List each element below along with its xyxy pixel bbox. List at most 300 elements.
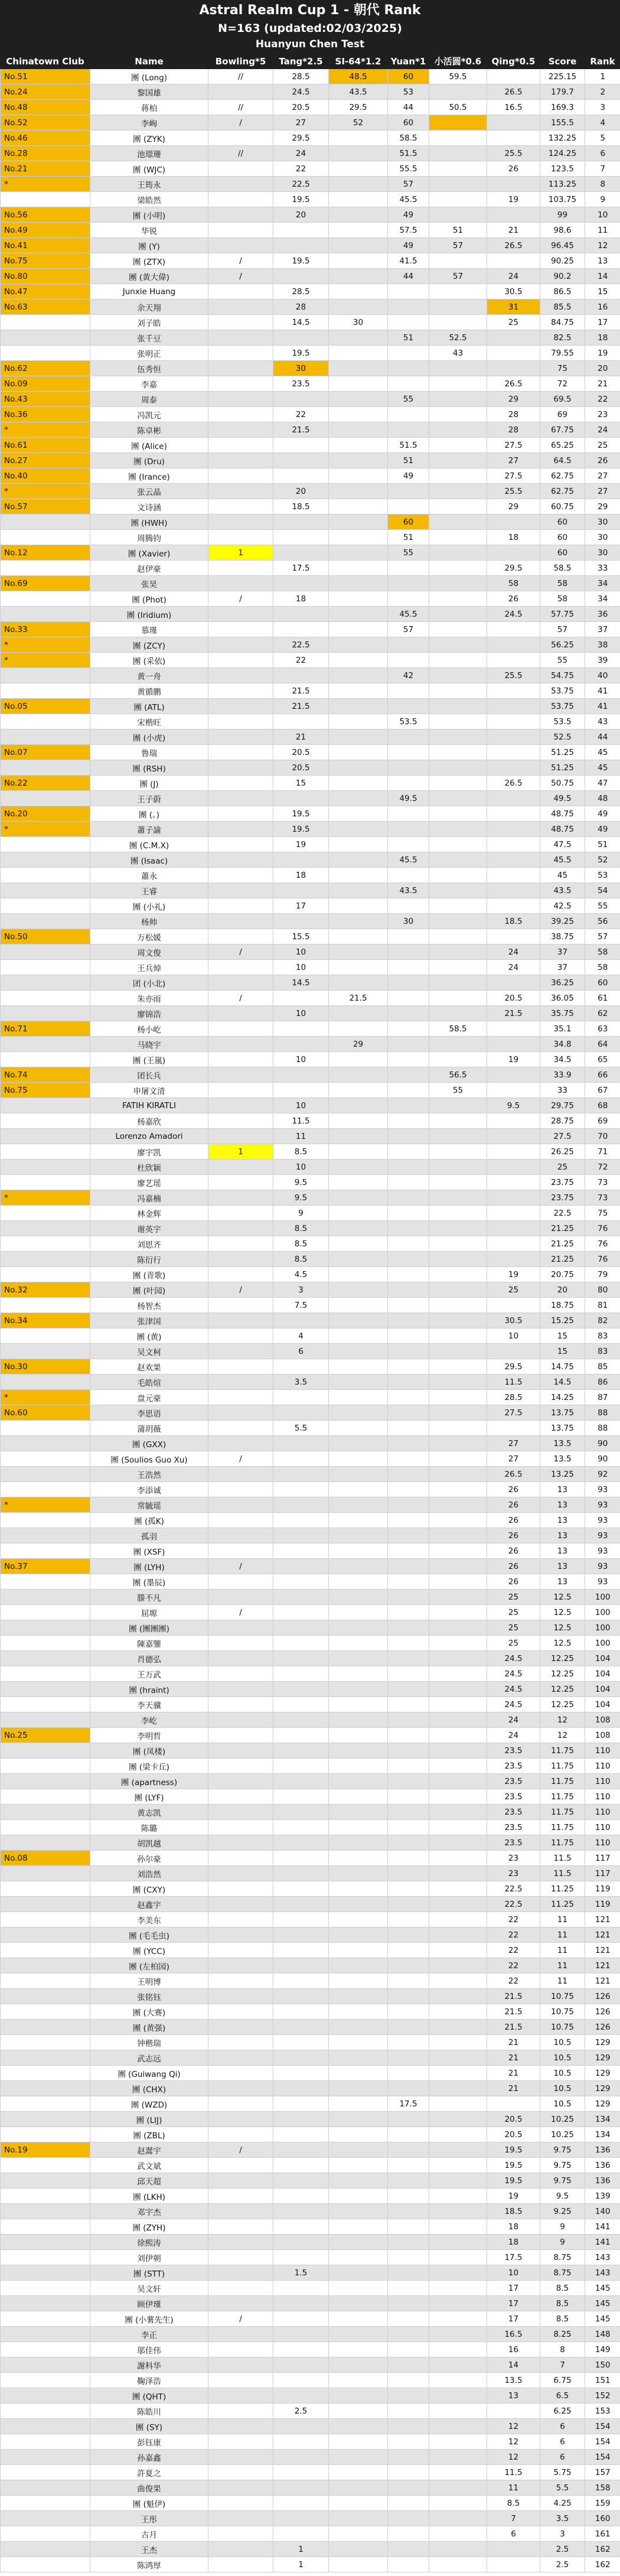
table-row	[1, 561, 620, 576]
xiaohuoyuan-cell	[429, 806, 487, 822]
rank-cell: 75	[585, 1206, 620, 1221]
bowling-cell	[208, 207, 273, 223]
bowling-cell	[208, 561, 273, 576]
tang-cell	[273, 2050, 329, 2066]
si64-cell	[329, 468, 388, 484]
rank-cell: 126	[585, 1989, 620, 2004]
score-cell: 84.75	[540, 315, 585, 330]
yuan-cell: 17.5	[388, 2096, 429, 2112]
xiaohuoyuan-cell	[429, 2204, 487, 2219]
rank-cell: 145	[585, 2281, 620, 2296]
yuan-cell	[388, 1129, 429, 1144]
score-cell: 11.75	[540, 1805, 585, 1820]
rank-cell: 22	[585, 392, 620, 407]
si64-cell	[329, 2388, 388, 2404]
si64-cell: 52	[329, 115, 388, 131]
yuan-cell	[388, 2496, 429, 2511]
qing-cell: 25	[487, 1282, 540, 1298]
xiaohuoyuan-cell	[429, 2404, 487, 2419]
yuan-cell: 43.5	[388, 883, 429, 898]
tang-cell	[273, 2311, 329, 2327]
score-cell: 12	[540, 1712, 585, 1728]
rank-cell: 1	[585, 69, 620, 84]
club-cell	[1, 2465, 90, 2480]
score-cell: 21.25	[540, 1236, 585, 1252]
rank-cell: 73	[585, 1175, 620, 1190]
qing-cell: 21	[487, 2035, 540, 2050]
header-row	[1, 54, 620, 69]
yuan-cell	[388, 2419, 429, 2434]
bowling-cell: /	[208, 269, 273, 284]
table-row	[1, 1590, 620, 1605]
xiaohuoyuan-cell	[429, 2434, 487, 2450]
xiaohuoyuan-cell	[429, 177, 487, 192]
yuan-cell	[388, 1758, 429, 1774]
rank-cell: 145	[585, 2296, 620, 2311]
club-cell	[1, 1697, 90, 1712]
si64-cell	[329, 2081, 388, 2096]
tang-cell: 8.5	[273, 1252, 329, 1267]
si64-cell	[329, 1605, 388, 1620]
si64-cell	[329, 2373, 388, 2388]
score-cell: 14.75	[540, 1359, 585, 1375]
yuan-cell	[388, 2296, 429, 2311]
club-cell: No.69	[1, 576, 90, 591]
rank-cell: 110	[585, 1774, 620, 1789]
name-cell: 團 (LYF)	[90, 1789, 208, 1805]
club-cell	[1, 1958, 90, 1973]
tang-cell	[273, 1451, 329, 1467]
score-cell: 8.75	[540, 2250, 585, 2265]
si64-cell	[329, 1897, 388, 1912]
score-cell: 37	[540, 960, 585, 975]
score-cell: 10.5	[540, 2035, 585, 2050]
bowling-cell	[208, 1052, 273, 1067]
xiaohuoyuan-cell	[429, 2173, 487, 2189]
yuan-cell: 55.5	[388, 161, 429, 177]
score-cell: 9	[540, 2219, 585, 2235]
yuan-cell	[388, 1052, 429, 1067]
yuan-cell	[388, 1482, 429, 1497]
club-cell	[1, 2327, 90, 2342]
yuan-cell	[388, 898, 429, 914]
bowling-cell	[208, 422, 273, 438]
xiaohuoyuan-cell	[429, 607, 487, 622]
club-cell: No.50	[1, 929, 90, 945]
score-cell: 11.25	[540, 1897, 585, 1912]
rank-cell: 83	[585, 1344, 620, 1359]
xiaohuoyuan-cell	[429, 2450, 487, 2465]
table-row	[1, 1359, 620, 1375]
rank-cell: 129	[585, 2035, 620, 2050]
rank-cell: 76	[585, 1236, 620, 1252]
rank-cell: 136	[585, 2158, 620, 2173]
table-row	[1, 1436, 620, 1451]
qing-cell: 24.5	[487, 1697, 540, 1712]
tang-cell	[273, 2020, 329, 2035]
qing-cell: 26	[487, 591, 540, 607]
bowling-cell	[208, 730, 273, 745]
qing-cell	[487, 837, 540, 852]
bowling-cell	[208, 975, 273, 991]
score-cell: 43.5	[540, 883, 585, 898]
rank-cell: 110	[585, 1758, 620, 1774]
score-cell: 60.75	[540, 499, 585, 514]
tang-cell	[273, 468, 329, 484]
xiaohuoyuan-cell	[429, 1682, 487, 1697]
yuan-cell	[388, 1528, 429, 1543]
name-cell: 團 (左柏园)	[90, 1958, 208, 1973]
score-cell: 169.3	[540, 100, 585, 115]
qing-cell: 16.5	[487, 100, 540, 115]
xiaohuoyuan-cell	[429, 2127, 487, 2142]
name-cell: 團 (小虎)	[90, 730, 208, 745]
table-row	[1, 1927, 620, 1943]
xiaohuoyuan-cell	[429, 1620, 487, 1636]
qing-cell: 13	[487, 2388, 540, 2404]
club-cell	[1, 1344, 90, 1359]
tang-cell	[273, 2066, 329, 2081]
club-cell	[1, 1897, 90, 1912]
score-cell: 26.25	[540, 1144, 585, 1160]
tang-cell: 20	[273, 207, 329, 223]
club-cell	[1, 2112, 90, 2127]
name-cell: 團 (CHX)	[90, 2081, 208, 2096]
qing-cell	[487, 760, 540, 776]
name-cell: 團 (Y)	[90, 238, 208, 253]
name-cell: 團 (Xavier)	[90, 545, 208, 561]
club-cell	[1, 1543, 90, 1559]
table-row	[1, 653, 620, 668]
yuan-cell	[388, 1574, 429, 1590]
qing-cell	[487, 1236, 540, 1252]
score-cell: 12.5	[540, 1636, 585, 1651]
xiaohuoyuan-cell	[429, 1513, 487, 1528]
xiaohuoyuan-cell	[429, 852, 487, 868]
table-row	[1, 576, 620, 591]
tang-cell	[273, 2296, 329, 2311]
tang-cell	[273, 1881, 329, 1897]
score-cell: 13.75	[540, 1405, 585, 1421]
si64-cell	[329, 2450, 388, 2465]
table-row	[1, 2158, 620, 2173]
score-cell: 10.25	[540, 2112, 585, 2127]
rank-cell: 2	[585, 84, 620, 100]
table-row	[1, 1682, 620, 1697]
rank-cell: 34	[585, 576, 620, 591]
club-cell	[1, 1006, 90, 1021]
name-cell: FATIH KIRATLI	[90, 1098, 208, 1113]
table-row	[1, 376, 620, 392]
page-title: Astral Realm Cup 1 - 朝代 Rank	[199, 3, 421, 18]
club-cell	[1, 914, 90, 929]
si64-cell	[329, 1758, 388, 1774]
xiaohuoyuan-cell	[429, 591, 487, 607]
club-cell	[1, 2189, 90, 2204]
si64-cell	[329, 330, 388, 346]
yuan-cell	[388, 1820, 429, 1835]
si64-cell	[329, 1866, 388, 1881]
si64-cell	[329, 2050, 388, 2066]
score-cell: 8.75	[540, 2265, 585, 2281]
club-cell	[1, 945, 90, 960]
table-row	[1, 146, 620, 161]
table-row	[1, 207, 620, 223]
table-row	[1, 1206, 620, 1221]
bowling-cell	[208, 514, 273, 530]
si64-cell	[329, 361, 388, 376]
si64-cell	[329, 1236, 388, 1252]
tang-cell	[273, 2342, 329, 2357]
rank-cell: 23	[585, 407, 620, 422]
rank-cell: 161	[585, 2526, 620, 2542]
rank-cell: 66	[585, 1067, 620, 1083]
club-cell	[1, 2004, 90, 2020]
qing-cell: 24	[487, 945, 540, 960]
bowling-cell: //	[208, 146, 273, 161]
yuan-cell	[388, 1144, 429, 1160]
table-row	[1, 1098, 620, 1113]
xiaohuoyuan-cell: 55	[429, 1083, 487, 1098]
score-cell: 10.75	[540, 1989, 585, 2004]
qing-cell	[487, 791, 540, 806]
table-row	[1, 1052, 620, 1067]
club-cell: *	[1, 1497, 90, 1513]
name-cell: 黄循鹏	[90, 683, 208, 699]
bowling-cell	[208, 1789, 273, 1805]
tang-cell	[273, 1651, 329, 1666]
rank-cell: 93	[585, 1559, 620, 1574]
rank-cell: 121	[585, 1927, 620, 1943]
rank-cell: 76	[585, 1221, 620, 1236]
tang-cell	[273, 1927, 329, 1943]
club-cell	[1, 868, 90, 883]
rank-cell: 47	[585, 776, 620, 791]
club-cell: No.75	[1, 1083, 90, 1098]
tang-cell	[273, 2373, 329, 2388]
name-cell: 冯嘉楠	[90, 1190, 208, 1206]
si64-cell	[329, 484, 388, 499]
score-cell: 8.5	[540, 2281, 585, 2296]
score-cell: 2.5	[540, 2542, 585, 2557]
name-cell: 團 (Isaac)	[90, 852, 208, 868]
yuan-cell	[388, 1083, 429, 1098]
rank-cell: 136	[585, 2142, 620, 2158]
table-row	[1, 1190, 620, 1206]
table-row	[1, 407, 620, 422]
club-cell: No.74	[1, 1067, 90, 1083]
xiaohuoyuan-cell	[429, 2526, 487, 2542]
score-cell: 64.5	[540, 453, 585, 468]
table-row	[1, 607, 620, 622]
club-cell	[1, 852, 90, 868]
yuan-cell	[388, 315, 429, 330]
col-header-tang: Tang*2.5	[273, 54, 329, 69]
rank-cell: 88	[585, 1421, 620, 1436]
yuan-cell	[388, 1620, 429, 1636]
yuan-cell	[388, 1666, 429, 1682]
xiaohuoyuan-cell	[429, 284, 487, 299]
score-cell: 13	[540, 1482, 585, 1497]
bowling-cell	[208, 2327, 273, 2342]
score-cell: 179.7	[540, 84, 585, 100]
tang-cell	[273, 1021, 329, 1037]
bowling-cell	[208, 499, 273, 514]
score-cell: 27.5	[540, 1129, 585, 1144]
yuan-cell	[388, 1190, 429, 1206]
bowling-cell	[208, 760, 273, 776]
score-cell: 13	[540, 1513, 585, 1528]
yuan-cell	[388, 1390, 429, 1405]
table-row	[1, 499, 620, 514]
bowling-cell	[208, 84, 273, 100]
table-row	[1, 1697, 620, 1712]
rank-cell: 30	[585, 545, 620, 561]
name-cell: 團 (QHT)	[90, 2388, 208, 2404]
xiaohuoyuan-cell	[429, 1820, 487, 1835]
tang-cell	[273, 1682, 329, 1697]
name-cell: 杨嘉欣	[90, 1113, 208, 1129]
si64-cell	[329, 146, 388, 161]
club-cell	[1, 714, 90, 730]
yuan-cell	[388, 561, 429, 576]
bowling-cell	[208, 1774, 273, 1789]
rank-cell: 121	[585, 1973, 620, 1989]
si64-cell	[329, 1912, 388, 1927]
qing-cell	[487, 2096, 540, 2112]
qing-cell	[487, 822, 540, 837]
tang-cell: 9.5	[273, 1175, 329, 1190]
qing-cell: 24.5	[487, 1666, 540, 1682]
name-cell: 團 (毛毛虫)	[90, 1927, 208, 1943]
si64-cell	[329, 1313, 388, 1328]
table-row	[1, 1113, 620, 1129]
club-cell: *	[1, 653, 90, 668]
table-row	[1, 2142, 620, 2158]
score-cell: 10.75	[540, 2020, 585, 2035]
yuan-cell: 57	[388, 622, 429, 637]
si64-cell	[329, 514, 388, 530]
xiaohuoyuan-cell	[429, 422, 487, 438]
tang-cell: 11	[273, 1129, 329, 1144]
club-cell	[1, 591, 90, 607]
xiaohuoyuan-cell	[429, 1298, 487, 1313]
club-cell: *	[1, 422, 90, 438]
tang-cell: 29.5	[273, 131, 329, 146]
yuan-cell	[388, 822, 429, 837]
table-row	[1, 745, 620, 760]
qing-cell: 22	[487, 1943, 540, 1958]
club-cell	[1, 2404, 90, 2419]
name-cell: 马晓宇	[90, 1037, 208, 1052]
score-cell: 79.55	[540, 346, 585, 361]
score-cell: 23.75	[540, 1175, 585, 1190]
xiaohuoyuan-cell: 52.5	[429, 330, 487, 346]
bowling-cell	[208, 1037, 273, 1052]
xiaohuoyuan-cell	[429, 2020, 487, 2035]
si64-cell	[329, 1574, 388, 1590]
club-cell: No.07	[1, 745, 90, 760]
rank-cell: 4	[585, 115, 620, 131]
tang-cell: 20.5	[273, 100, 329, 115]
xiaohuoyuan-cell	[429, 975, 487, 991]
name-cell: 黎国雄	[90, 84, 208, 100]
rank-cell: 100	[585, 1620, 620, 1636]
rank-table	[0, 53, 620, 2572]
tang-cell	[273, 1743, 329, 1758]
name-cell: 武志远	[90, 2050, 208, 2066]
name-cell: 杜欣颖	[90, 1160, 208, 1175]
tang-cell	[273, 2142, 329, 2158]
table-row	[1, 2434, 620, 2450]
club-cell: No.19	[1, 2142, 90, 2158]
table-row	[1, 1636, 620, 1651]
score-cell: 28.75	[540, 1113, 585, 1129]
si64-cell	[329, 822, 388, 837]
bowling-cell	[208, 1636, 273, 1651]
bowling-cell	[208, 868, 273, 883]
tang-cell	[273, 514, 329, 530]
bowling-cell	[208, 2219, 273, 2235]
xiaohuoyuan-cell	[429, 914, 487, 929]
table-row	[1, 2081, 620, 2096]
score-cell: 12.25	[540, 1666, 585, 1682]
bowling-cell	[208, 131, 273, 146]
si64-cell	[329, 2419, 388, 2434]
qing-cell	[487, 1129, 540, 1144]
name-cell: 團 (采依)	[90, 653, 208, 668]
si64-cell	[329, 1298, 388, 1313]
rank-cell: 71	[585, 1144, 620, 1160]
score-cell: 58.5	[540, 561, 585, 576]
tang-cell	[273, 2158, 329, 2173]
yuan-cell	[388, 1958, 429, 1973]
name-cell: 李添诚	[90, 1482, 208, 1497]
qing-cell	[487, 745, 540, 760]
qing-cell	[487, 1160, 540, 1175]
name-cell: 赵欢果	[90, 1359, 208, 1375]
yuan-cell	[388, 1835, 429, 1851]
club-cell	[1, 1436, 90, 1451]
qing-cell	[487, 1206, 540, 1221]
rank-cell: 49	[585, 806, 620, 822]
club-cell	[1, 2496, 90, 2511]
table-row	[1, 1743, 620, 1758]
tang-cell	[273, 1528, 329, 1543]
name-cell: 廖宇凯	[90, 1144, 208, 1160]
score-cell: 50.75	[540, 776, 585, 791]
rank-cell: 37	[585, 622, 620, 637]
score-cell: 10.5	[540, 2050, 585, 2066]
tang-cell	[273, 1835, 329, 1851]
qing-cell: 11	[487, 2480, 540, 2496]
tang-cell: 3	[273, 1282, 329, 1298]
si64-cell	[329, 422, 388, 438]
name-cell: 團 (王嵐)	[90, 1052, 208, 1067]
bowling-cell	[208, 699, 273, 714]
qing-cell: 11.5	[487, 1375, 540, 1390]
name-cell: 團 (團團團)	[90, 1620, 208, 1636]
score-cell: 85.5	[540, 299, 585, 315]
name-cell: 孙嘉鑫	[90, 2450, 208, 2465]
si64-cell	[329, 2158, 388, 2173]
club-cell: No.62	[1, 361, 90, 376]
club-cell	[1, 1590, 90, 1605]
yuan-cell: 60	[388, 115, 429, 131]
yuan-cell	[388, 346, 429, 361]
rank-cell: 72	[585, 1160, 620, 1175]
col-header-score: Score	[540, 54, 585, 69]
